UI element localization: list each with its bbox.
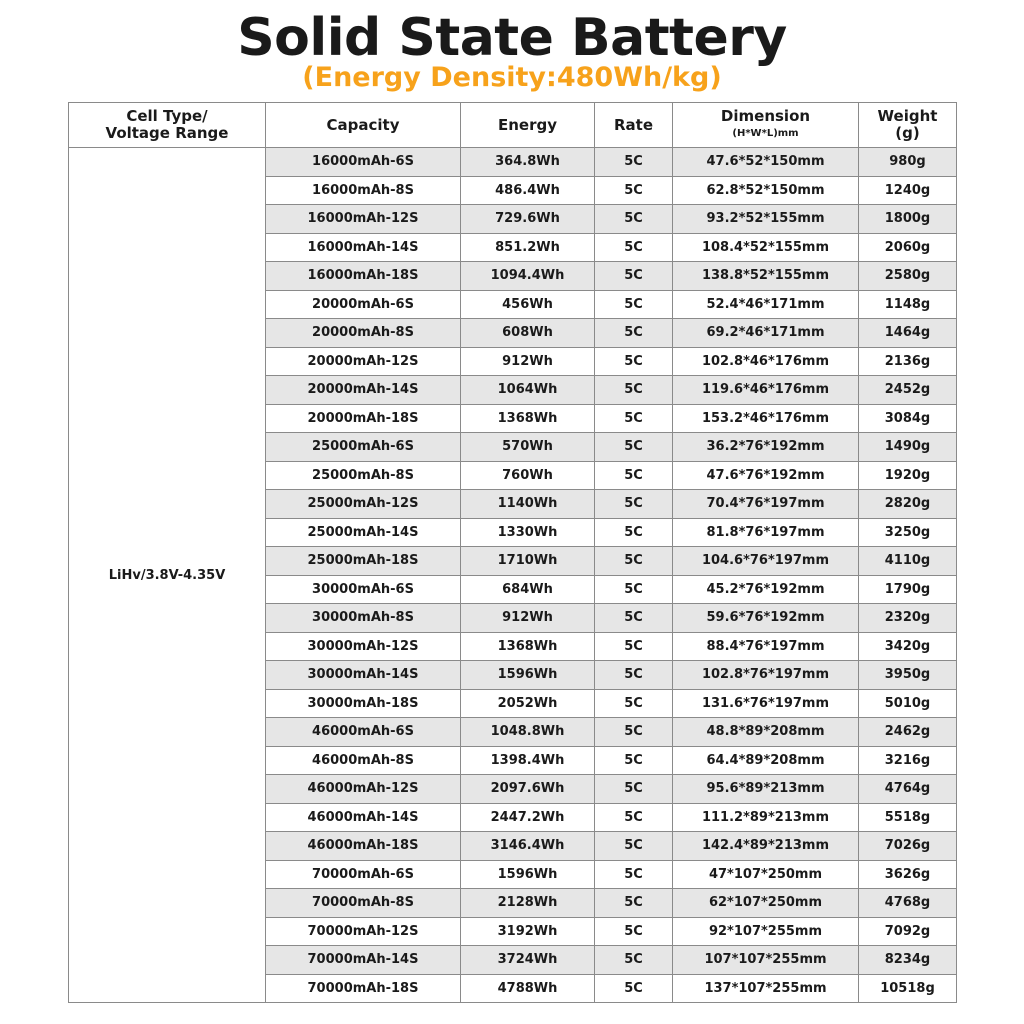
dimension-cell: 153.2*46*176mm [673, 404, 859, 433]
weight-cell: 3084g [859, 404, 957, 433]
energy-cell: 1064Wh [461, 376, 595, 405]
dimension-cell: 45.2*76*192mm [673, 575, 859, 604]
weight-cell: 7092g [859, 917, 957, 946]
page-title: Solid State Battery [237, 8, 787, 68]
energy-cell: 1094.4Wh [461, 262, 595, 291]
dimension-cell: 48.8*89*208mm [673, 718, 859, 747]
dimension-cell: 108.4*52*155mm [673, 233, 859, 262]
capacity-cell: 30000mAh-6S [266, 575, 461, 604]
dimension-cell: 64.4*89*208mm [673, 746, 859, 775]
weight-cell: 2320g [859, 604, 957, 633]
energy-cell: 3192Wh [461, 917, 595, 946]
page-subtitle: (Energy Density:480Wh/kg) [302, 62, 722, 93]
weight-cell: 1490g [859, 433, 957, 462]
weight-cell: 1800g [859, 205, 957, 234]
energy-cell: 1140Wh [461, 490, 595, 519]
weight-cell: 5518g [859, 803, 957, 832]
weight-cell: 8234g [859, 946, 957, 975]
rate-cell: 5C [595, 490, 673, 519]
table-row [69, 148, 957, 177]
header-weight [859, 103, 957, 148]
rate-cell: 5C [595, 518, 673, 547]
energy-cell: 1596Wh [461, 860, 595, 889]
capacity-cell: 20000mAh-14S [266, 376, 461, 405]
energy-cell: 760Wh [461, 461, 595, 490]
rate-cell: 5C [595, 205, 673, 234]
energy-cell: 1330Wh [461, 518, 595, 547]
weight-cell: 2060g [859, 233, 957, 262]
dimension-cell: 62.8*52*150mm [673, 176, 859, 205]
weight-cell: 4110g [859, 547, 957, 576]
rate-cell: 5C [595, 148, 673, 177]
energy-cell: 912Wh [461, 347, 595, 376]
dimension-cell: 88.4*76*197mm [673, 632, 859, 661]
capacity-cell: 20000mAh-18S [266, 404, 461, 433]
cell-type-value: LiHv/3.8V-4.35V [69, 148, 266, 1003]
dimension-cell: 36.2*76*192mm [673, 433, 859, 462]
rate-cell: 5C [595, 347, 673, 376]
rate-cell: 5C [595, 319, 673, 348]
capacity-cell: 16000mAh-6S [266, 148, 461, 177]
dimension-cell: 137*107*255mm [673, 974, 859, 1003]
dimension-cell: 111.2*89*213mm [673, 803, 859, 832]
capacity-cell: 30000mAh-18S [266, 689, 461, 718]
header-dimension-unit: (H*W*L)mm [732, 128, 799, 139]
dimension-cell: 93.2*52*155mm [673, 205, 859, 234]
dimension-cell: 52.4*46*171mm [673, 290, 859, 319]
rate-cell: 5C [595, 233, 673, 262]
weight-cell: 3250g [859, 518, 957, 547]
dimension-cell: 92*107*255mm [673, 917, 859, 946]
weight-cell: 1240g [859, 176, 957, 205]
capacity-cell: 25000mAh-18S [266, 547, 461, 576]
rate-cell: 5C [595, 404, 673, 433]
dimension-cell: 107*107*255mm [673, 946, 859, 975]
dimension-cell: 119.6*46*176mm [673, 376, 859, 405]
header-cell-type [69, 103, 266, 148]
dimension-cell: 69.2*46*171mm [673, 319, 859, 348]
dimension-cell: 62*107*250mm [673, 889, 859, 918]
capacity-cell: 30000mAh-8S [266, 604, 461, 633]
dimension-cell: 47*107*250mm [673, 860, 859, 889]
weight-cell: 3626g [859, 860, 957, 889]
energy-cell: 3146.4Wh [461, 832, 595, 861]
capacity-cell: 25000mAh-8S [266, 461, 461, 490]
energy-cell: 2128Wh [461, 889, 595, 918]
rate-cell: 5C [595, 803, 673, 832]
dimension-cell: 59.6*76*192mm [673, 604, 859, 633]
energy-cell: 851.2Wh [461, 233, 595, 262]
weight-cell: 3950g [859, 661, 957, 690]
energy-cell: 570Wh [461, 433, 595, 462]
rate-cell: 5C [595, 775, 673, 804]
rate-cell: 5C [595, 632, 673, 661]
weight-cell: 3216g [859, 746, 957, 775]
capacity-cell: 46000mAh-18S [266, 832, 461, 861]
weight-cell: 2580g [859, 262, 957, 291]
capacity-cell: 25000mAh-6S [266, 433, 461, 462]
weight-cell: 7026g [859, 832, 957, 861]
table-body [69, 148, 957, 1003]
rate-cell: 5C [595, 860, 673, 889]
weight-cell: 5010g [859, 689, 957, 718]
weight-cell: 1464g [859, 319, 957, 348]
weight-cell: 3420g [859, 632, 957, 661]
weight-cell: 2820g [859, 490, 957, 519]
header-energy: Energy [461, 103, 595, 148]
rate-cell: 5C [595, 433, 673, 462]
capacity-cell: 25000mAh-12S [266, 490, 461, 519]
dimension-cell: 70.4*76*197mm [673, 490, 859, 519]
weight-cell: 4768g [859, 889, 957, 918]
capacity-cell: 70000mAh-18S [266, 974, 461, 1003]
header-cell-type-line1: Cell Type/ [126, 107, 208, 125]
dimension-cell: 131.6*76*197mm [673, 689, 859, 718]
header-weight-label: Weight [877, 107, 938, 125]
capacity-cell: 20000mAh-12S [266, 347, 461, 376]
dimension-cell: 95.6*89*213mm [673, 775, 859, 804]
rate-cell: 5C [595, 718, 673, 747]
capacity-cell: 46000mAh-14S [266, 803, 461, 832]
energy-cell: 456Wh [461, 290, 595, 319]
dimension-cell: 138.8*52*155mm [673, 262, 859, 291]
rate-cell: 5C [595, 974, 673, 1003]
capacity-cell: 70000mAh-6S [266, 860, 461, 889]
capacity-cell: 30000mAh-14S [266, 661, 461, 690]
capacity-cell: 20000mAh-8S [266, 319, 461, 348]
capacity-cell: 30000mAh-12S [266, 632, 461, 661]
dimension-cell: 47.6*52*150mm [673, 148, 859, 177]
capacity-cell: 46000mAh-12S [266, 775, 461, 804]
rate-cell: 5C [595, 917, 673, 946]
rate-cell: 5C [595, 547, 673, 576]
energy-cell: 2097.6Wh [461, 775, 595, 804]
weight-cell: 10518g [859, 974, 957, 1003]
capacity-cell: 20000mAh-6S [266, 290, 461, 319]
weight-cell: 1790g [859, 575, 957, 604]
weight-cell: 2452g [859, 376, 957, 405]
energy-cell: 1710Wh [461, 547, 595, 576]
energy-cell: 729.6Wh [461, 205, 595, 234]
dimension-cell: 142.4*89*213mm [673, 832, 859, 861]
energy-cell: 364.8Wh [461, 148, 595, 177]
energy-cell: 1368Wh [461, 632, 595, 661]
header-rate: Rate [595, 103, 673, 148]
header-capacity: Capacity [266, 103, 461, 148]
energy-cell: 912Wh [461, 604, 595, 633]
energy-cell: 2052Wh [461, 689, 595, 718]
weight-cell: 2462g [859, 718, 957, 747]
rate-cell: 5C [595, 661, 673, 690]
capacity-cell: 16000mAh-14S [266, 233, 461, 262]
header-cell-type-line2: Voltage Range [105, 124, 229, 142]
capacity-cell: 46000mAh-8S [266, 746, 461, 775]
rate-cell: 5C [595, 461, 673, 490]
weight-cell: 1920g [859, 461, 957, 490]
weight-cell: 1148g [859, 290, 957, 319]
energy-cell: 1368Wh [461, 404, 595, 433]
energy-cell: 3724Wh [461, 946, 595, 975]
capacity-cell: 70000mAh-8S [266, 889, 461, 918]
capacity-cell: 16000mAh-8S [266, 176, 461, 205]
energy-cell: 608Wh [461, 319, 595, 348]
capacity-cell: 70000mAh-12S [266, 917, 461, 946]
battery-spec-table [68, 102, 957, 1003]
capacity-cell: 70000mAh-14S [266, 946, 461, 975]
rate-cell: 5C [595, 575, 673, 604]
weight-cell: 2136g [859, 347, 957, 376]
energy-cell: 684Wh [461, 575, 595, 604]
energy-cell: 1048.8Wh [461, 718, 595, 747]
capacity-cell: 25000mAh-14S [266, 518, 461, 547]
rate-cell: 5C [595, 946, 673, 975]
rate-cell: 5C [595, 746, 673, 775]
energy-cell: 1596Wh [461, 661, 595, 690]
dimension-cell: 104.6*76*197mm [673, 547, 859, 576]
energy-cell: 1398.4Wh [461, 746, 595, 775]
header-weight-unit: (g) [895, 124, 920, 142]
weight-cell: 980g [859, 148, 957, 177]
energy-cell: 2447.2Wh [461, 803, 595, 832]
capacity-cell: 16000mAh-12S [266, 205, 461, 234]
dimension-cell: 102.8*76*197mm [673, 661, 859, 690]
dimension-cell: 81.8*76*197mm [673, 518, 859, 547]
dimension-cell: 47.6*76*192mm [673, 461, 859, 490]
header-dimension [673, 103, 859, 148]
rate-cell: 5C [595, 604, 673, 633]
header-dimension-label: Dimension [720, 107, 811, 125]
energy-cell: 486.4Wh [461, 176, 595, 205]
rate-cell: 5C [595, 689, 673, 718]
rate-cell: 5C [595, 176, 673, 205]
rate-cell: 5C [595, 889, 673, 918]
dimension-cell: 102.8*46*176mm [673, 347, 859, 376]
rate-cell: 5C [595, 376, 673, 405]
capacity-cell: 46000mAh-6S [266, 718, 461, 747]
rate-cell: 5C [595, 832, 673, 861]
rate-cell: 5C [595, 262, 673, 291]
table-header-row [69, 103, 957, 148]
rate-cell: 5C [595, 290, 673, 319]
capacity-cell: 16000mAh-18S [266, 262, 461, 291]
energy-cell: 4788Wh [461, 974, 595, 1003]
weight-cell: 4764g [859, 775, 957, 804]
